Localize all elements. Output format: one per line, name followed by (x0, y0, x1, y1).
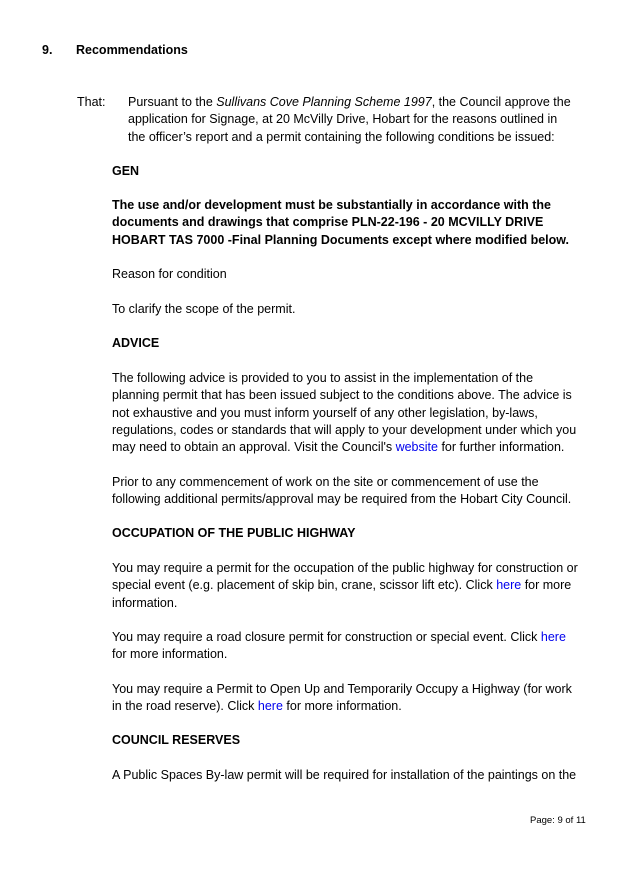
highway-paragraph-1 (112, 560, 582, 612)
advice-p1-post: for further information. (437, 440, 565, 455)
intro-label: That: (77, 95, 106, 109)
highway-p3-post: for more information. (282, 699, 402, 714)
gen-condition: The use and/or development must be substantially in accordance with the documents and drawings that comprise PLN-22-196 - 20 MCVILLY DRIVE HOBART TAS 7000 -Final Planning Documents except where modified below. (112, 198, 570, 247)
reserves-paragraph: A Public Spaces By-law permit will be required for installation of the paintings on the (112, 768, 577, 782)
highway-p3-pre: You may require a Permit to Open Up and Temporarily Occupy a Highway (for work in the road reserve). Click (112, 682, 572, 714)
advice-heading: ADVICE (112, 336, 160, 350)
reason-text: To clarify the scope of the permit. (112, 302, 296, 316)
highway-heading: OCCUPATION OF THE PUBLIC HIGHWAY (112, 526, 356, 540)
highway-paragraph-2 (112, 629, 582, 664)
here-link-3[interactable]: here (257, 699, 283, 714)
section-title: Recommendations (76, 43, 188, 57)
highway-paragraph-3 (112, 681, 582, 716)
intro-text-pre: Pursuant to the (128, 95, 217, 109)
page-number: Page: 9 of 11 (530, 815, 586, 826)
highway-p1-pre: You may require a permit for the occupation of the public highway for construction or special event (e.g. placement of skip bin, crane, scissor lift etc). Click (112, 561, 578, 593)
advice-paragraph-2: Prior to any commencement of work on the site or commencement of use the following additional permits/approval may be required from the Hobart City Council. (112, 475, 572, 507)
gen-heading: GEN (112, 164, 140, 178)
highway-p1-post: for more information. (112, 578, 572, 610)
here-link-1[interactable]: here (496, 578, 522, 593)
reason-heading: Reason for condition (112, 267, 227, 281)
highway-p2-post: for more information. (112, 647, 228, 662)
website-link[interactable]: website (395, 440, 438, 455)
intro-text-post: , the Council approve the application for Signage, at 20 McVilly Drive, Hobart for the reasons outlined in the officer’s report and a permit containing the following conditions be issued: (128, 95, 571, 144)
advice-p1-pre: The following advice is provided to you to assist in the implementation of the planning permit that has been issued subject to the conditions above. The advice is not exhaustive and you must inform yourself of any other legislation, by-laws, regulations, codes or standards that will apply to your development under which you may need to obtain an approval. Visit the Council's (112, 371, 577, 455)
section-number: 9. (42, 43, 53, 57)
reserves-heading: COUNCIL RESERVES (112, 733, 241, 747)
intro-paragraph (128, 94, 578, 146)
advice-paragraph-1 (112, 370, 582, 456)
planning-scheme-name: Sullivans Cove Planning Scheme 1997 (216, 95, 432, 109)
here-link-2[interactable]: here (540, 630, 566, 644)
highway-p2-pre: You may require a road closure permit for construction or special event. Click (112, 630, 541, 644)
